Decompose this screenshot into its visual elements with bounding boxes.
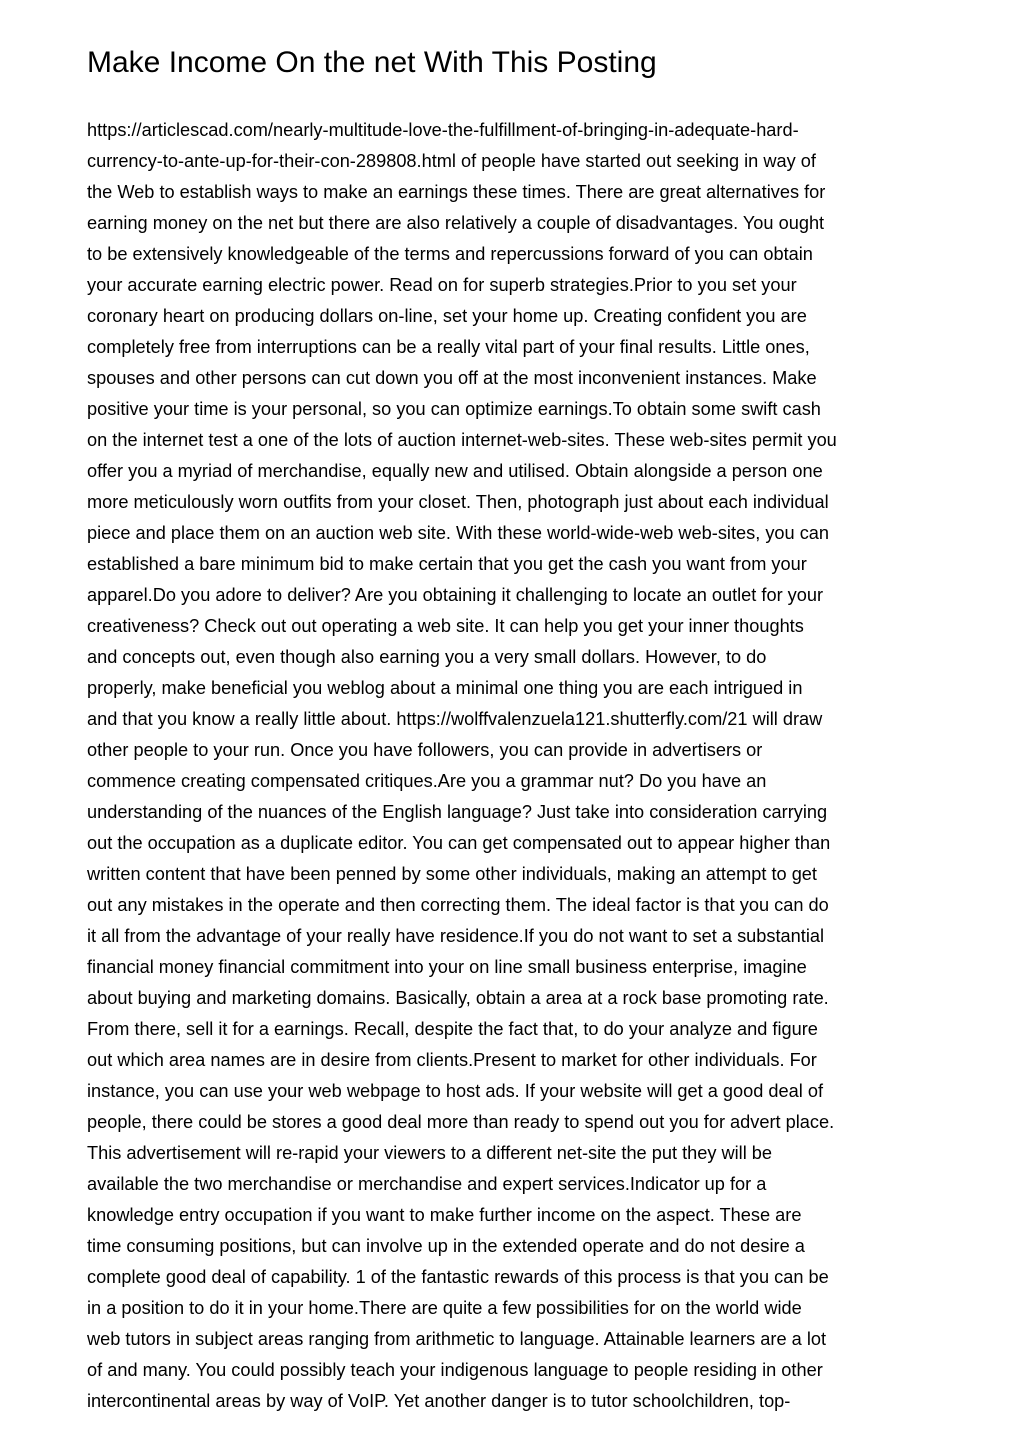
body-line: time consuming positions, but can involve up in the extended operate and do not desire a — [87, 1236, 805, 1256]
body-line: earning money on the net but there are also relatively a couple of disadvantages. You ought — [87, 213, 825, 233]
body-line: coronary heart on producing dollars on-line, set your home up. Creating confident you are — [87, 306, 807, 326]
body-line: properly, make beneficial you weblog about a minimal one thing you are each intrigued in — [87, 678, 803, 698]
body-line: completely free from interruptions can be a really vital part of your final results. Little ones, — [87, 337, 810, 357]
article-body — [87, 115, 947, 1417]
body-line: other people to your run. Once you have followers, you can provide in advertisers or — [87, 740, 763, 760]
body-line: understanding of the nuances of the English language? Just take into consideration carrying — [87, 802, 828, 822]
body-line: spouses and other persons can cut down you off at the most inconvenient instances. Make — [87, 368, 817, 388]
body-line: established a bare minimum bid to make certain that you get the cash you want from your — [87, 554, 807, 574]
body-line: currency-to-ante-up-for-their-con-289808.html of people have started out seeking in way of — [87, 151, 816, 171]
body-line: of and many. You could possibly teach your indigenous language to people residing in other — [87, 1360, 823, 1380]
body-line: people, there could be stores a good deal more than ready to spend out you for advert place. — [87, 1112, 835, 1132]
body-line: positive your time is your personal, so you can optimize earnings.To obtain some swift cash — [87, 399, 821, 419]
body-line: and that you know a really little about. https://wolffvalenzuela121.shutterfly.com/21 will draw — [87, 709, 823, 729]
body-line: written content that have been penned by some other individuals, making an attempt to get — [87, 864, 817, 884]
document-title: Make Income On the net With This Posting — [87, 46, 657, 79]
body-line: From there, sell it for a earnings. Recall, despite the fact that, to do your analyze and figure — [87, 1019, 818, 1039]
body-line: https://articlescad.com/nearly-multitude-love-the-fulfillment-of-bringing-in-adequate-hard- — [87, 120, 799, 140]
body-line: apparel.Do you adore to deliver? Are you obtaining it challenging to locate an outlet for your — [87, 585, 824, 605]
body-line: creativeness? Check out out operating a web site. It can help you get your inner thoughts — [87, 616, 804, 636]
body-line: to be extensively knowledgeable of the terms and repercussions forward of you can obtain — [87, 244, 813, 264]
body-line: out the occupation as a duplicate editor. You can get compensated out to appear higher than — [87, 833, 831, 853]
body-line: it all from the advantage of your really have residence.If you do not want to set a substantial — [87, 926, 825, 946]
body-line: out any mistakes in the operate and then correcting them. The ideal factor is that you can do — [87, 895, 829, 915]
body-line: available the two merchandise or merchandise and expert services.Indicator up for a — [87, 1174, 767, 1194]
body-line: intercontinental areas by way of VoIP. Yet another danger is to tutor schoolchildren, top- — [87, 1391, 791, 1411]
body-line: offer you a myriad of merchandise, equally new and utilised. Obtain alongside a person one — [87, 461, 823, 481]
body-line: about buying and marketing domains. Basically, obtain a area at a rock base promoting rate. — [87, 988, 829, 1008]
body-line: the Web to establish ways to make an earnings these times. There are great alternatives for — [87, 182, 826, 202]
body-line: web tutors in subject areas ranging from arithmetic to language. Attainable learners are a lot — [87, 1329, 827, 1349]
body-line: more meticulously worn outfits from your closet. Then, photograph just about each individual — [87, 492, 829, 512]
body-line: your accurate earning electric power. Read on for superb strategies.Prior to you set your — [87, 275, 797, 295]
body-line: on the internet test a one of the lots of auction internet-web-sites. These web-sites permit you — [87, 430, 837, 450]
body-line: and concepts out, even though also earning you a very small dollars. However, to do — [87, 647, 767, 667]
body-line: knowledge entry occupation if you want to make further income on the aspect. These are — [87, 1205, 802, 1225]
body-line: piece and place them on an auction web site. With these world-wide-web web-sites, you can — [87, 523, 830, 543]
body-line: out which area names are in desire from clients.Present to market for other individuals. For — [87, 1050, 817, 1070]
body-line: This advertisement will re-rapid your viewers to a different net-site the put they will be — [87, 1143, 773, 1163]
body-line: financial money financial commitment into your on line small business enterprise, imagine — [87, 957, 807, 977]
body-line: complete good deal of capability. 1 of the fantastic rewards of this process is that you can be — [87, 1267, 829, 1287]
body-line: instance, you can use your web webpage to host ads. If your website will get a good deal of — [87, 1081, 824, 1101]
body-line: commence creating compensated critiques.Are you a grammar nut? Do you have an — [87, 771, 767, 791]
body-line: in a position to do it in your home.There are quite a few possibilities for on the world wide — [87, 1298, 802, 1318]
